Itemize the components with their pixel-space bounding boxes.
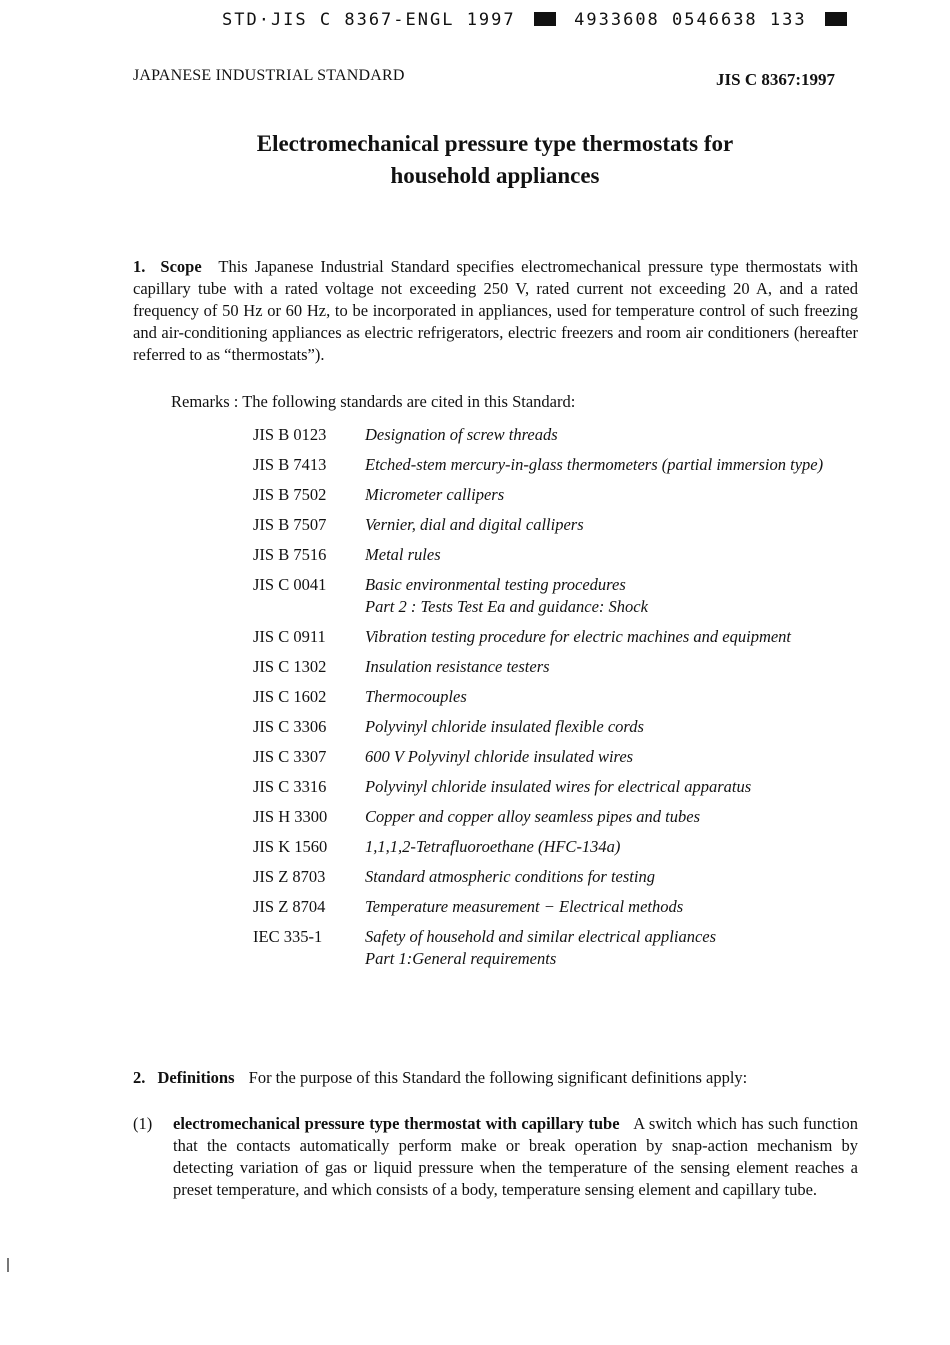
cited-standard-row (253, 866, 858, 888)
cited-standard-row (253, 776, 858, 798)
standard-title-text: Temperature measurement − Electrical methods (365, 897, 684, 916)
standard-title-text: Designation of screw threads (365, 425, 558, 444)
standard-title-text: Insulation resistance testers (365, 657, 550, 676)
standard-title (365, 514, 858, 536)
standard-title-text: Vibration testing procedure for electric machines and equipment (365, 627, 792, 646)
scope-number: 1. (133, 257, 146, 276)
standard-code: JIS B 0123 (253, 425, 327, 444)
cited-standard-row (253, 836, 858, 858)
definition-item-number: (1) (133, 1114, 153, 1133)
standard-title-text: Polyvinyl chloride insulated wires for electrical apparatus (365, 777, 752, 796)
code-line-middle: 4933608 0546638 133 (574, 10, 807, 30)
document-title (150, 128, 840, 192)
scope-section (133, 256, 858, 366)
standard-title (365, 544, 858, 566)
standard-title-text: 600 V Polyvinyl chloride insulated wires (365, 747, 634, 766)
cited-standard-row (253, 484, 858, 506)
standard-title (365, 866, 858, 888)
cited-standards-list (253, 424, 858, 978)
standard-title (365, 626, 858, 648)
standard-title-text: Copper and copper alloy seamless pipes and tubes (365, 807, 701, 826)
standard-title (365, 716, 858, 738)
cited-standard-row (253, 574, 858, 618)
standard-title (365, 484, 858, 506)
definitions-number: 2. (133, 1068, 146, 1087)
cited-standard-row (253, 806, 858, 828)
standard-title (365, 454, 858, 476)
code-block-mark (534, 12, 556, 26)
standard-code: JIS K 1560 (253, 837, 328, 856)
standard-title-text: 1,1,1,2-Tetrafluoroethane (HFC-134a) (365, 837, 621, 856)
standard-title-text: Metal rules (365, 545, 441, 564)
definition-text: A switch which has such function that the contacts automatically perform make or break operation by snap-action mechanism by detecting variation of gas or liquid pressure when the temperature of the sensing element reaches a preset temperature, and which consists of a body, temperature sensing element and capillary tube. (173, 1114, 859, 1199)
definition-item-body (173, 1113, 858, 1201)
cited-standard-row (253, 514, 858, 536)
standard-title (365, 806, 858, 828)
standard-title-text: Polyvinyl chloride insulated flexible cords (365, 717, 644, 736)
cited-standard-row (253, 656, 858, 678)
standard-code: JIS C 3307 (253, 747, 327, 766)
standard-designation: JIS C 8367:1997 (716, 70, 836, 89)
margin-scan-mark (7, 1258, 9, 1272)
cited-standard-row (253, 926, 858, 970)
standard-title (365, 776, 858, 798)
standard-title-text: Micrometer callipers (365, 485, 505, 504)
document-code-line (222, 10, 853, 30)
standard-title (365, 686, 858, 708)
standard-code: JIS B 7413 (253, 455, 327, 474)
title-line-2: household appliances (390, 163, 600, 188)
standard-title-text: Safety of household and similar electrical appliances (365, 927, 717, 946)
code-line-left: STD·JIS C 8367-ENGL 1997 (222, 10, 516, 30)
standard-title (365, 424, 858, 446)
standard-code: JIS C 3306 (253, 717, 327, 736)
cited-standard-row (253, 896, 858, 918)
standard-code: JIS H 3300 (253, 807, 328, 826)
standard-code: JIS C 1302 (253, 657, 327, 676)
standard-code: JIS C 0041 (253, 575, 327, 594)
code-block-mark (825, 12, 847, 26)
standard-code: JIS B 7502 (253, 485, 327, 504)
standard-title-text: Thermocouples (365, 687, 467, 706)
standard-code: JIS C 1602 (253, 687, 327, 706)
standard-code: JIS Z 8703 (253, 867, 326, 886)
scope-text: This Japanese Industrial Standard specifies electromechanical pressure type thermostats with capillary tube with a rated voltage not exceeding 250 V, rated current not exceeding 20 A, and a rated frequency of 50 Hz or 60 Hz, to be incorporated in appliances, used for temperature control of such freezing and air-conditioning appliances as electric refrigerators, electric freezers and room air conditioners (hereafter referred to as “thermostats”). (133, 257, 859, 364)
remarks-intro: Remarks : The following standards are cited in this Standard: (171, 392, 576, 411)
definitions-text: For the purpose of this Standard the following significant definitions apply: (248, 1068, 748, 1087)
cited-standard-row (253, 424, 858, 446)
standard-code: JIS B 7507 (253, 515, 327, 534)
cited-standard-row (253, 626, 858, 648)
cited-standard-row (253, 454, 858, 476)
standard-title (365, 896, 858, 918)
definitions-heading: Definitions (157, 1068, 235, 1087)
standard-code: JIS C 0911 (253, 627, 326, 646)
standard-title-text: Standard atmospheric conditions for testing (365, 867, 655, 886)
standard-code: IEC 335-1 (253, 927, 323, 946)
scope-heading: Scope (160, 257, 202, 276)
cited-standard-row (253, 544, 858, 566)
standard-subtitle: Part 2 : Tests Test Ea and guidance: Shock (365, 597, 648, 616)
publisher-header: JAPANESE INDUSTRIAL STANDARD (133, 67, 405, 84)
standard-title (365, 836, 858, 858)
definition-item (133, 1113, 858, 1201)
cited-standard-row (253, 746, 858, 768)
standard-title-text: Vernier, dial and digital callipers (365, 515, 584, 534)
standard-code: JIS B 7516 (253, 545, 327, 564)
standard-title-text: Etched-stem mercury-in-glass thermometers (partial immersion type) (365, 455, 824, 474)
definition-term: electromechanical pressure type thermostat with capillary tube (173, 1114, 620, 1133)
standard-title (365, 926, 858, 970)
cited-standard-row (253, 686, 858, 708)
standard-title (365, 574, 858, 618)
title-line-1: Electromechanical pressure type thermostats for (256, 131, 734, 156)
standard-code: JIS Z 8704 (253, 897, 326, 916)
standard-code: JIS C 3316 (253, 777, 327, 796)
standard-title (365, 656, 858, 678)
definitions-section (133, 1067, 858, 1089)
cited-standard-row (253, 716, 858, 738)
standard-title (365, 746, 858, 768)
standard-title-text: Basic environmental testing procedures (365, 575, 626, 594)
standard-subtitle: Part 1:General requirements (365, 949, 557, 968)
